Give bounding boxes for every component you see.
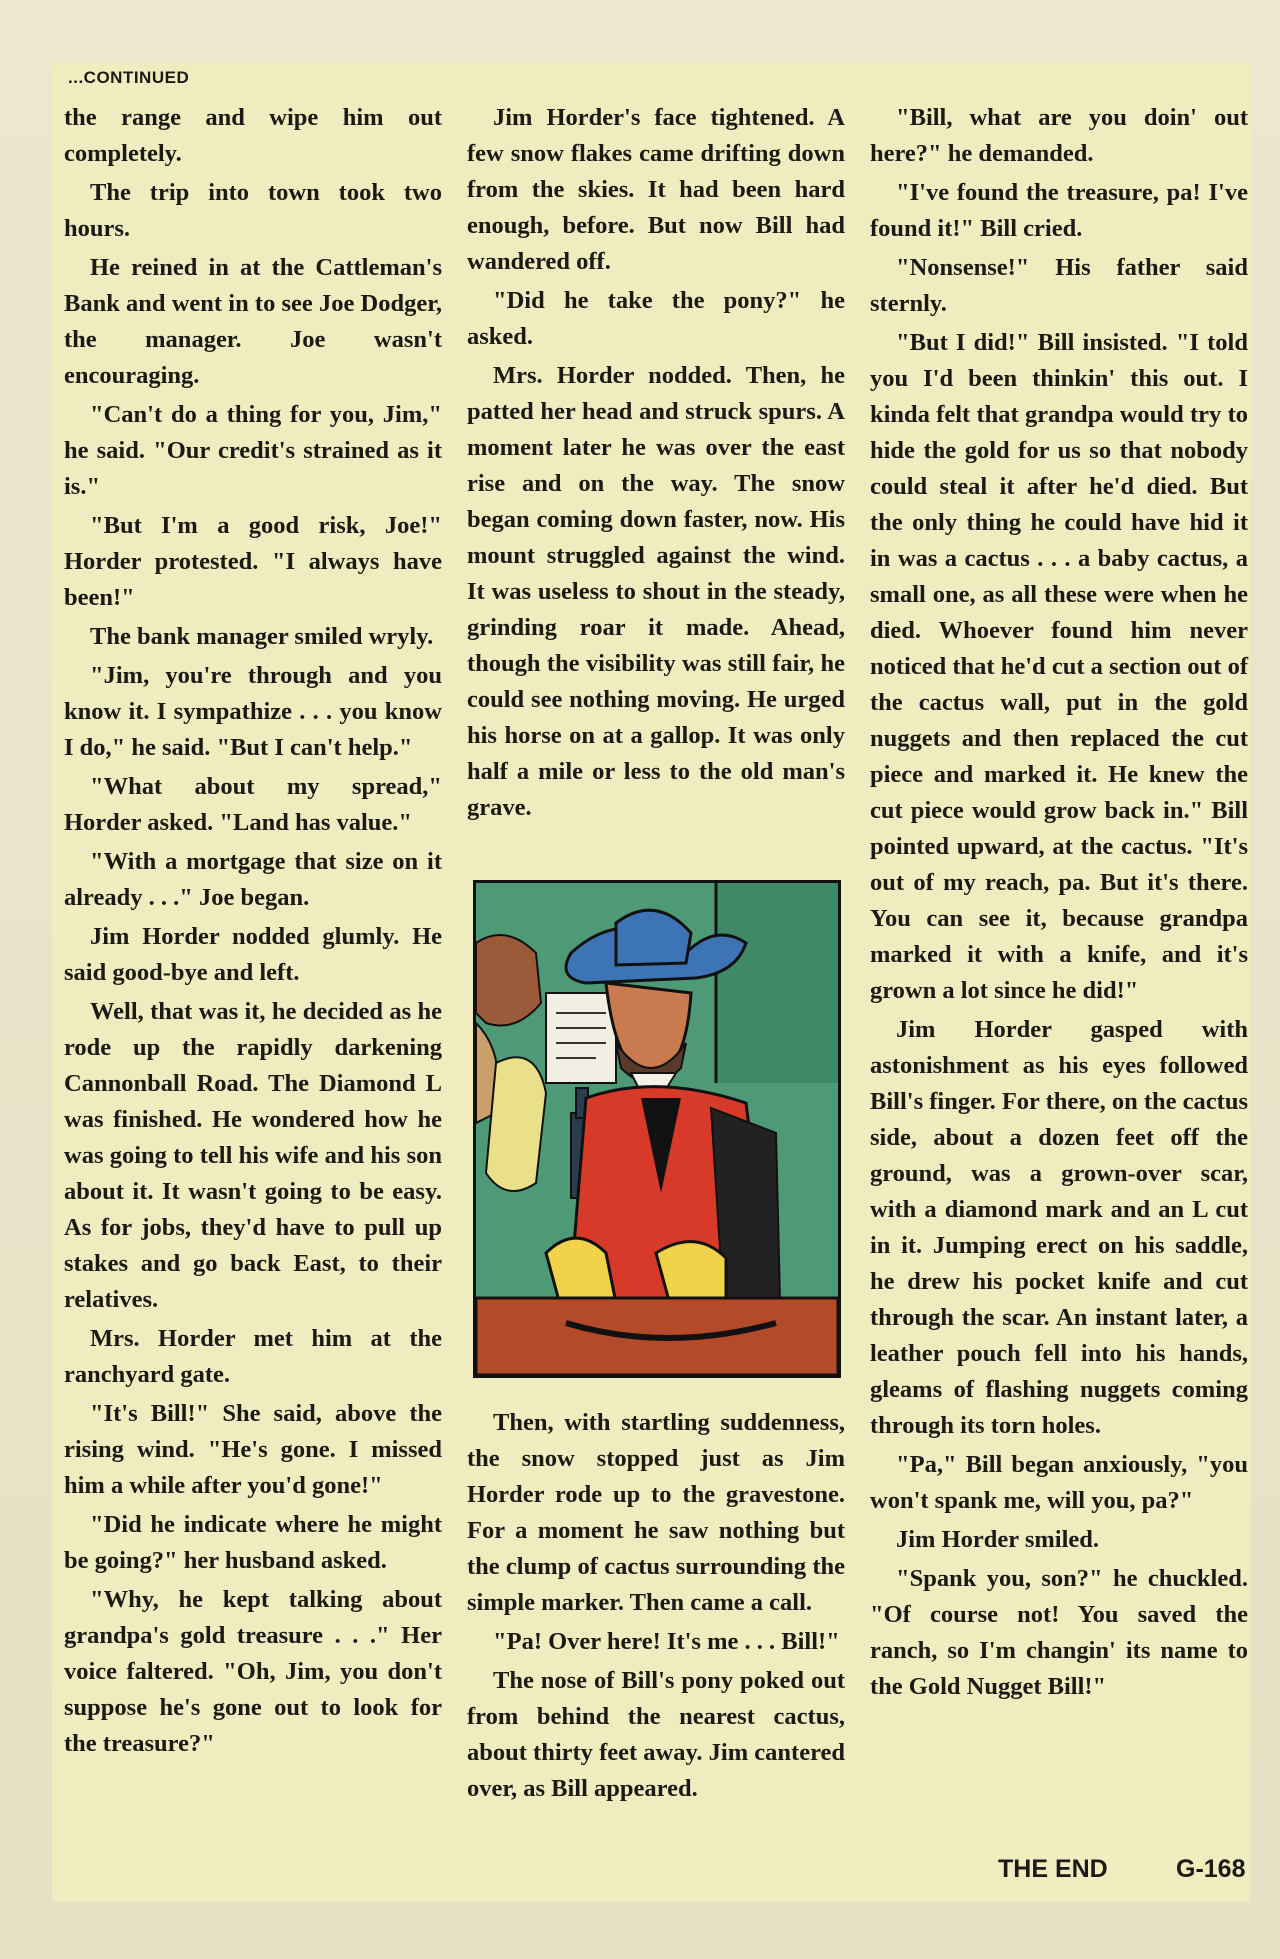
paragraph: Then, with startling suddenness, the snow stopped just as Jim Horder rode up to the gravestone. For a moment he saw nothing but the clump of cactus surrounding the simple marker. Then came a call. [467,1409,845,1616]
text-column-1 [64,100,442,1765]
paragraph: "Pa! Over here! It's me . . . Bill!" [493,1628,840,1655]
cowboy-illustration [476,883,838,1375]
paragraph: The nose of Bill's pony poked out from behind the nearest cactus, about thirty feet away. Jim cantered over, as Bill appeared. [467,1667,845,1802]
page-code: G-168 [1176,1855,1246,1883]
paragraph: Jim Horder nodded glumly. He said good-bye and left. [64,923,442,986]
paragraph: The bank manager smiled wryly. [90,623,434,650]
paragraph: "Jim, you're through and you know it. I sympathize . . . you know I do," he said. "But I can't help." [64,662,442,761]
paragraph: Mrs. Horder met him at the ranchyard gate. [64,1325,442,1388]
paragraph: Jim Horder's face tightened. A few snow flakes came drifting down from the skies. It had been hard enough, before. But now Bill had wandered off. [467,104,845,275]
paragraph: Well, that was it, he decided as he rode up the rapidly darkening Cannonball Road. The Diamond L was finished. He wondered how he was going to tell his wife and his son about it. It wasn't going to be easy. As for jobs, they'd have to pull up stakes and go back East, to their relatives. [64,998,442,1313]
paragraph: "Did he take the pony?" he asked. [467,287,845,350]
continued-label: ...CONTINUED [68,68,190,87]
paragraph: Mrs. Horder nodded. Then, he patted her head and struck spurs. A moment later he was over the east rise and on the way. The snow began coming down faster, now. His mount struggled against the wind. It was useless to shout in the steady, grinding roar it made. Ahead, though the visibility was still fair, he could see nothing moving. He urged his horse on at a gallop. It was only half a mile or less to the old man's grave. [467,362,845,821]
paragraph: "Can't do a thing for you, Jim," he said. "Our credit's strained as it is." [64,401,442,500]
paragraph: "But I'm a good risk, Joe!" Horder protested. "I always have been!" [64,512,442,611]
paragraph: "Spank you, son?" he chuckled. "Of course not! You saved the ranch, so I'm changin' its name to the Gold Nugget Bill!" [870,1565,1248,1700]
paragraph: "Why, he kept talking about grandpa's gold treasure . . ." Her voice faltered. "Oh, Jim, you don't suppose he's gone out to look for the treasure?" [64,1586,442,1757]
paragraph: "I've found the treasure, pa! I've found it!" Bill cried. [870,179,1248,242]
paragraph: Jim Horder smiled. [896,1526,1100,1553]
paragraph: "With a mortgage that size on it already . . ." Joe began. [64,848,442,911]
text-column-2 [467,100,845,829]
paragraph: The trip into town took two hours. [64,179,442,242]
text-column-2-bottom [467,1405,845,1810]
text-column-3 [870,100,1248,1708]
paragraph: He reined in at the Cattleman's Bank and went in to see Joe Dodger, the manager. Joe wasn't encouraging. [64,254,442,389]
paragraph: "Did he indicate where he might be going?" her husband asked. [64,1511,442,1574]
paragraph: the range and wipe him out completely. [64,104,442,167]
paragraph: "Nonsense!" His father said sternly. [870,254,1248,317]
the-end-label: THE END [998,1855,1108,1883]
paragraph: "Bill, what are you doin' out here?" he demanded. [870,104,1248,167]
paragraph: Jim Horder gasped with astonishment as his eyes followed Bill's finger. For there, on the cactus side, about a dozen feet off the ground, was a grown-over scar, with a diamond mark and an L cut in it. Jumping erect on his saddle, he drew his pocket knife and cut through the scar. An instant later, a leather pouch fell into his hands, gleams of flashing nuggets coming through its torn holes. [870,1016,1248,1439]
comic-illustration-panel [473,880,841,1378]
paragraph: "Pa," Bill began anxiously, "you won't spank me, will you, pa?" [870,1451,1248,1514]
paragraph: "What about my spread," Horder asked. "Land has value." [64,773,442,836]
paragraph: "But I did!" Bill insisted. "I told you I'd been thinkin' this out. I kinda felt that grandpa would try to hide the gold for us so that nobody could steal it after he'd died. But the only thing he could have hid it in was a cactus . . . a baby cactus, a small one, as all these were when he died. Whoever found him never noticed that he'd cut a section out of the cactus wall, put in the gold nuggets and then replaced the cut piece and marked it. He knew the cut piece would grow back in." Bill pointed upward, at the cactus. "It's out of my reach, pa. But it's there. You can see it, because grandpa marked it with a knife, and it's grown a lot since he did!" [870,329,1248,1004]
paragraph: "It's Bill!" She said, above the rising wind. "He's gone. I missed him a while after you'd gone!" [64,1400,442,1499]
